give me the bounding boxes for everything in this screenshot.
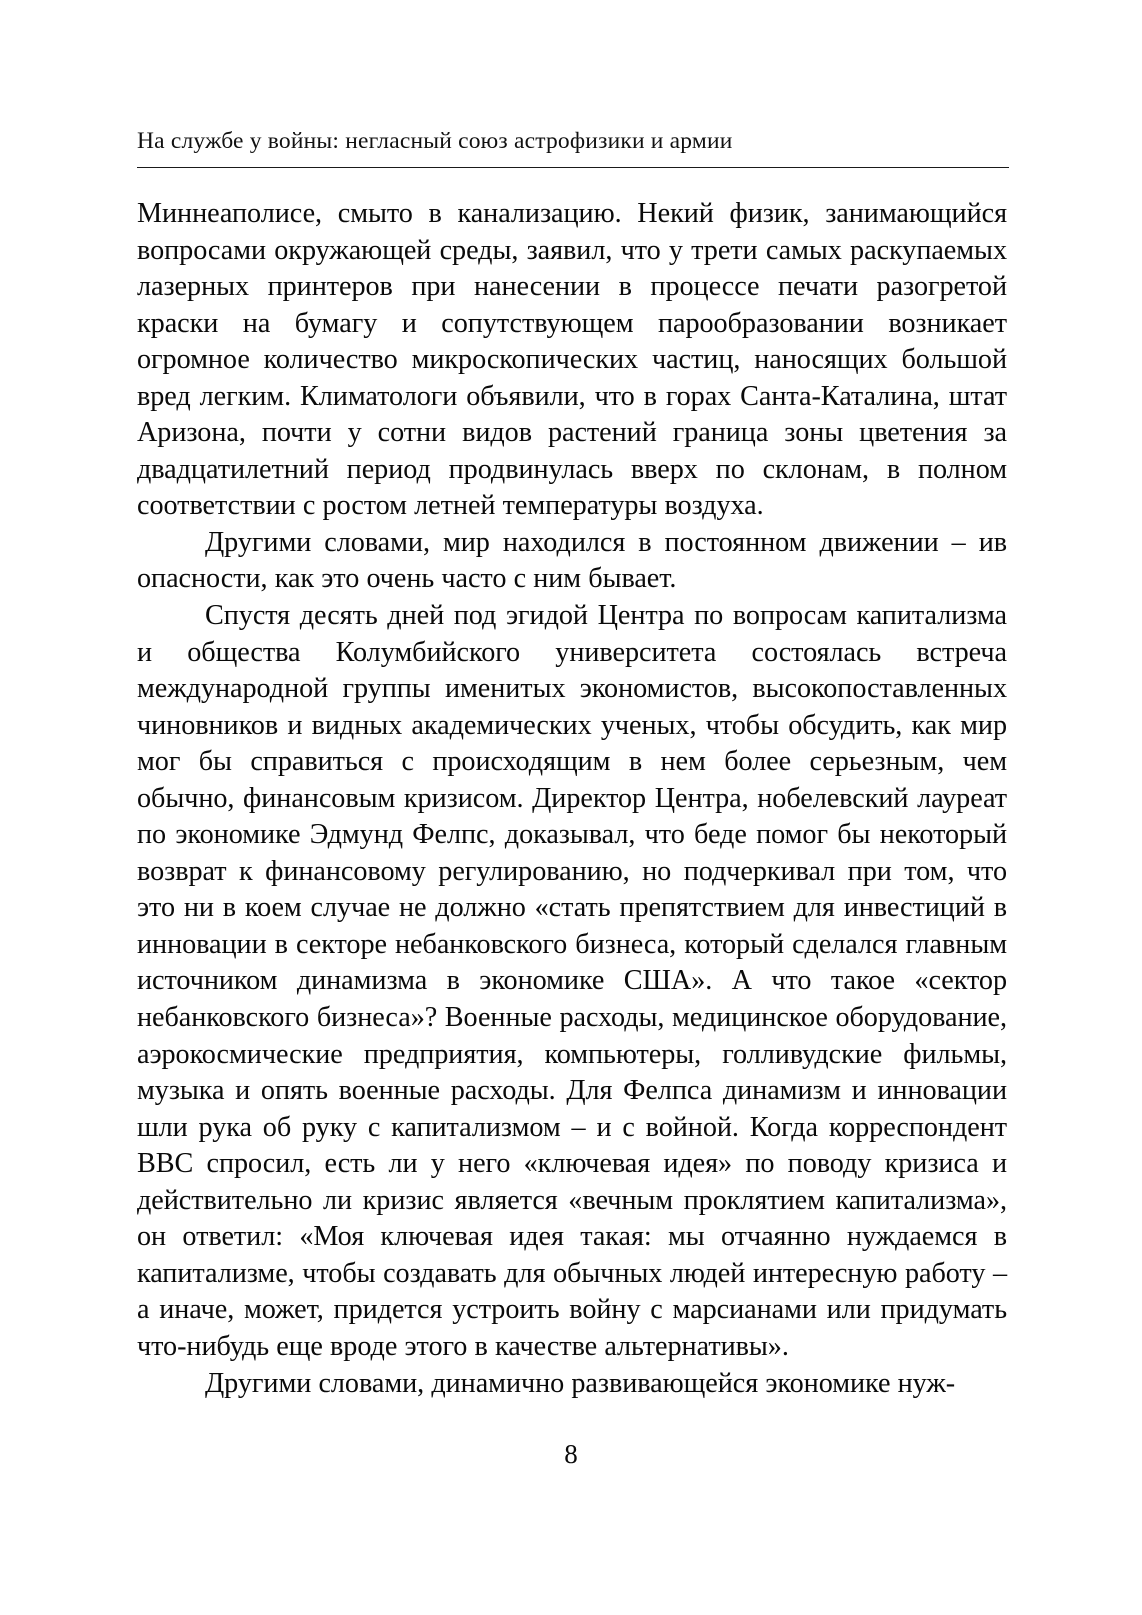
- paragraph-in-other-words-second: Другими словами, динамично развивающейся экономике нуж-: [205, 1367, 956, 1399]
- page-folio: [0, 1438, 1142, 1470]
- page-number: 8: [564, 1439, 578, 1469]
- header-rule-divider: [137, 167, 1009, 168]
- running-head-text: На службе у войны: негласный союз астрофизики и армии: [137, 128, 733, 154]
- running-head: [137, 126, 1009, 156]
- paragraph-in-other-words-first: Другими словами, мир находился в постоянном движении – ив опасности, как это очень часто с ним бывает.: [137, 526, 1007, 595]
- paragraph-continued: Миннеаполисе, смыто в канализацию. Некий физик, занимающийся вопросами окружающей среды, заявил, что у трети самых раскупаемых лазерных принтеров при нанесении в процессе печати разогретой краски на бумагу и сопутствующем парообразовании возникает огромное количество микроскопических частиц, наносящих большой вред легким. Климатологи объявили, что в горах Санта-Каталина, штат Аризона, почти у сотни видов растений граница зоны цветения за двадцатилетний период продвинулась вверх по склонам, в полном соответствии с ростом летней температуры воздуха.: [137, 198, 1007, 522]
- body-text-block: [137, 196, 1007, 1402]
- paragraph-columbia-meeting: Спустя десять дней под эгидой Центра по вопросам капитализма и общества Колумбийского университета состоялась встреча международной группы именитых экономистов, высокопоставленных чиновников и видных академических ученых, чтобы обсудить, как мир мог бы справиться с происходящим в нем более серьезным, чем обычно, финансовым кризисом. Директор Центра, нобелевский лауреат по экономике Эдмунд Фелпс, доказывал, что беде помог бы некоторый возврат к финансовому регулированию, но подчеркивал при том, что это ни в коем случае не должно «стать препятствием для инвестиций в инновации в секторе небанковского бизнеса, который сделался главным источником динамизма в экономике США». А что такое «сектор небанковского бизнеса»? Военные расходы, медицинское оборудование, аэрокосмические предприятия, компьютеры, голливудские фильмы, музыка и опять военные расходы. Для Фелпса динамизм и инновации шли рука об руку с капитализмом – и с войной. Когда корреспондент ВВС спросил, есть ли у него «ключевая идея» по поводу кризиса и действительно ли кризис является «вечным проклятием капитализма», он ответил: «Моя ключевая идея такая: мы отчаянно нуждаемся в капитализме, чтобы создавать для обычных людей интересную работу – а иначе, может, придется устроить войну с марсианами или придумать что-нибудь еще вроде этого в качестве альтернативы».: [137, 600, 1007, 1362]
